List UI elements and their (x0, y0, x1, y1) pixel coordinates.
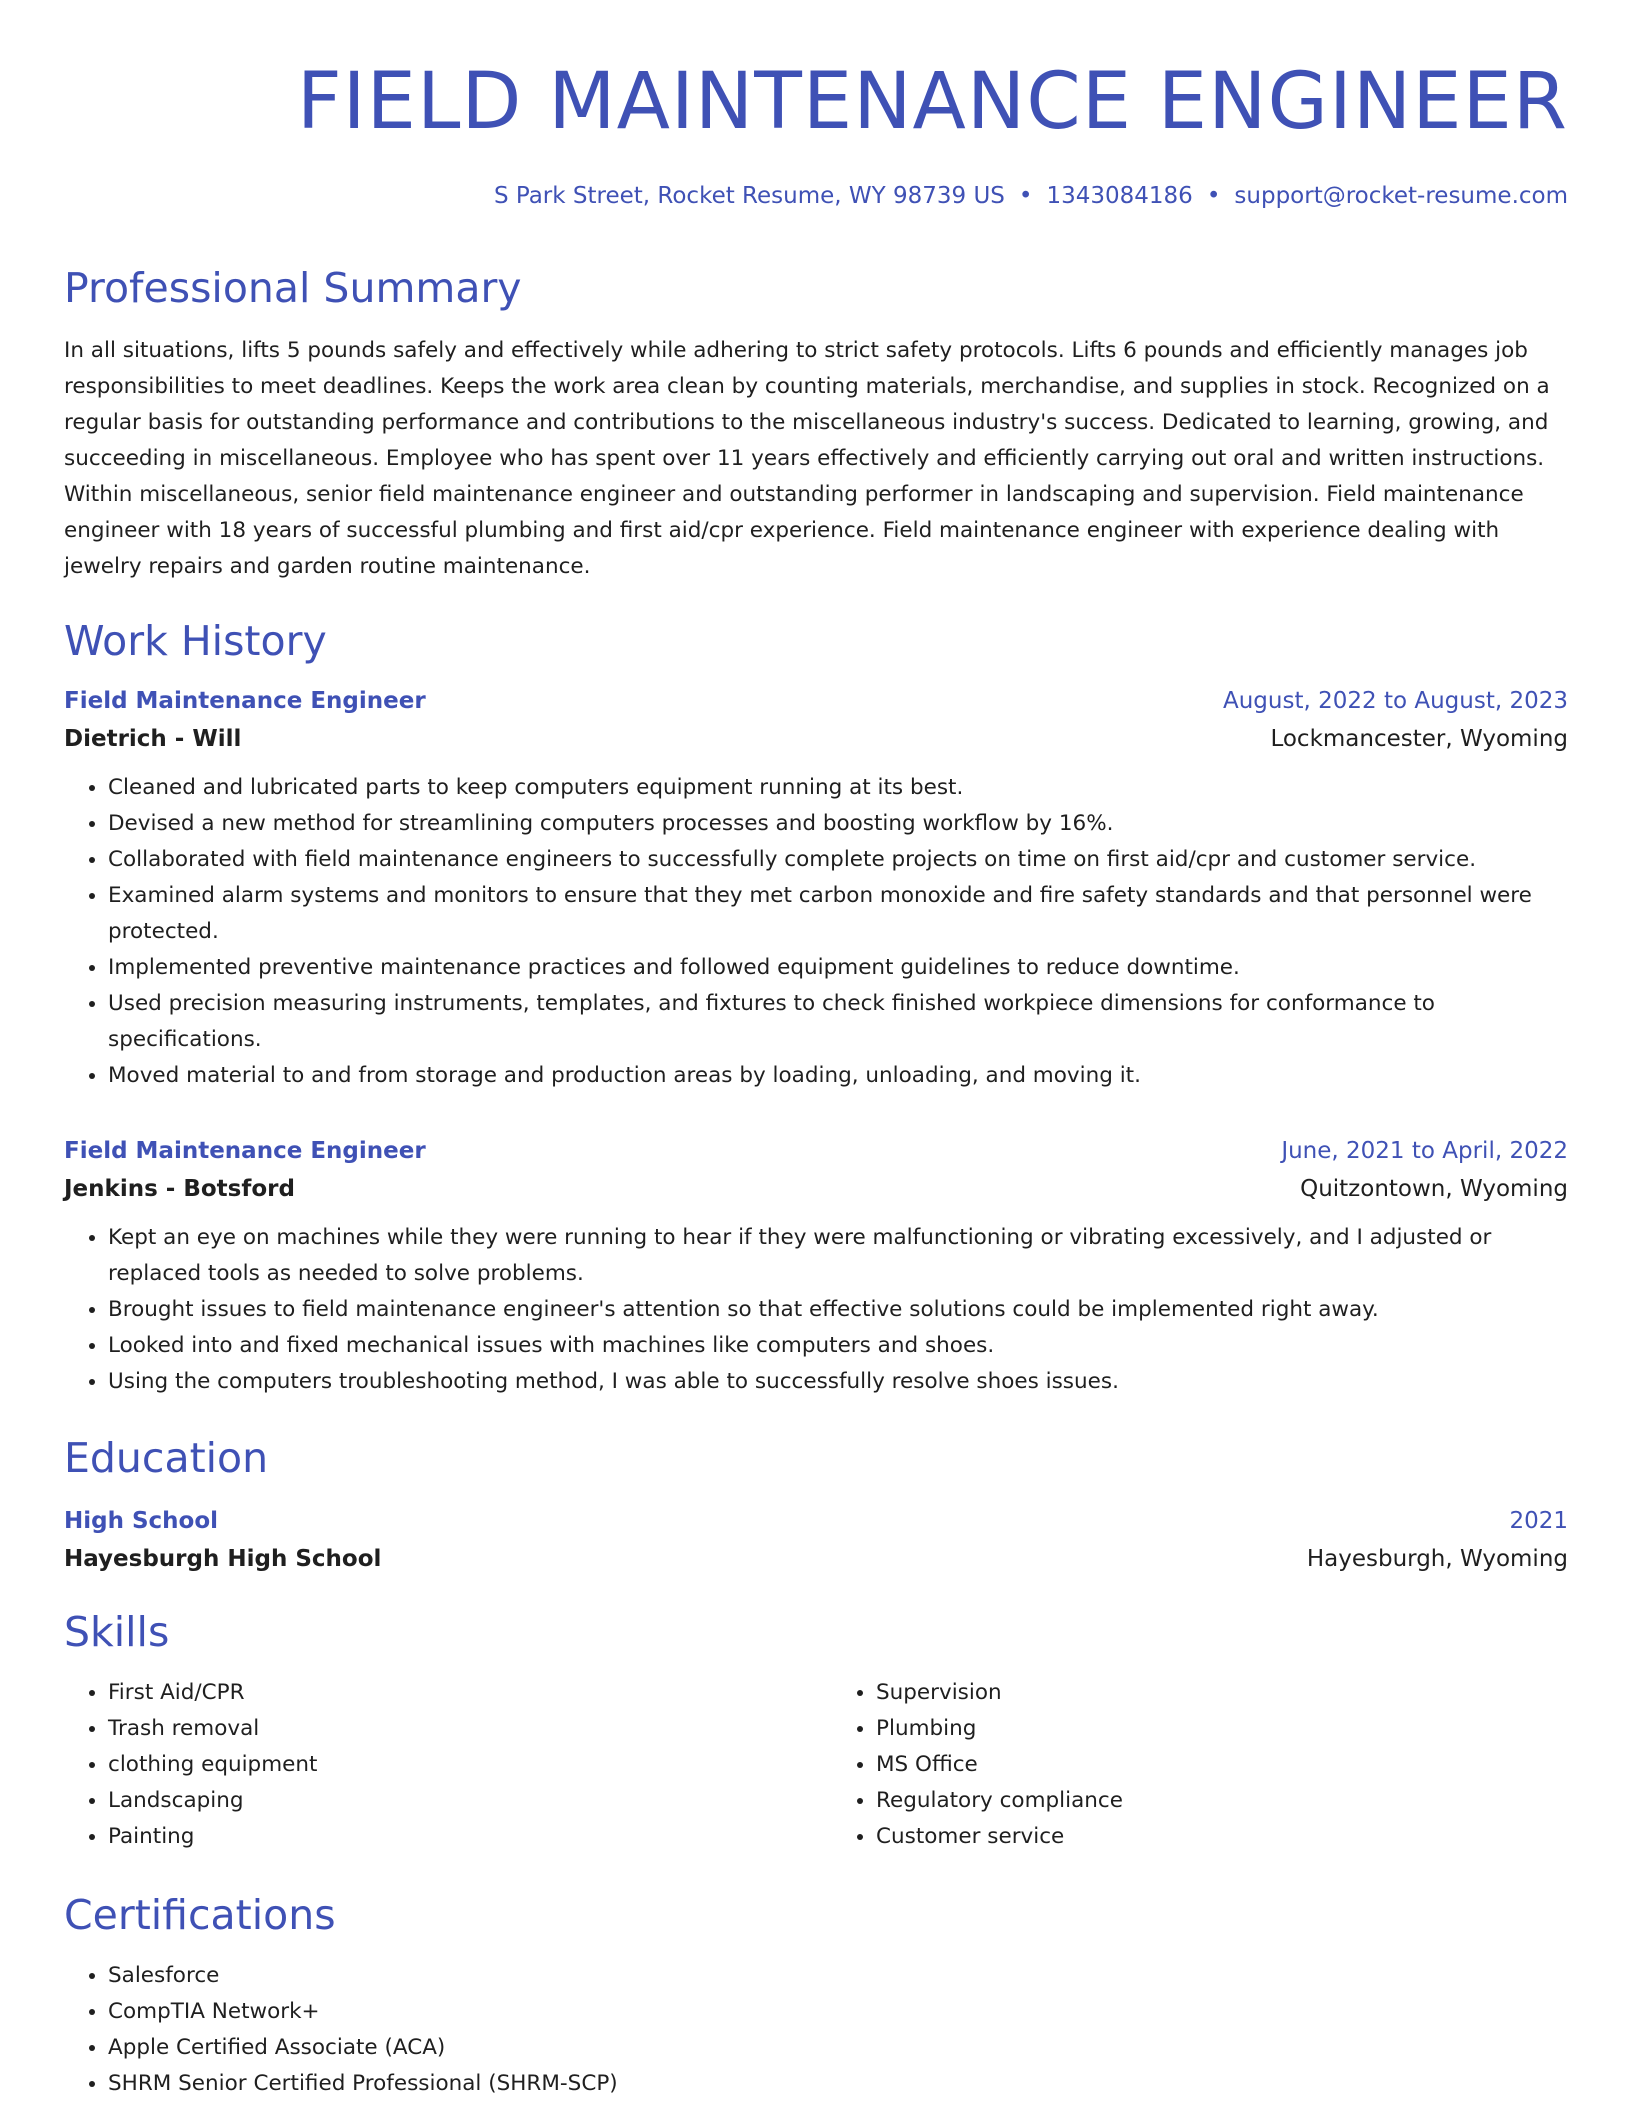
job-bullet: • Used precision measuring instruments, templates, and fixtures to check finished workpiece dimensions for conformance to specifications. (108, 986, 1568, 1058)
degree: High School (64, 1507, 219, 1534)
address: S Park Street, Rocket Resume, WY 98739 US (493, 182, 1005, 209)
work-history-section (64, 615, 1568, 1400)
skill-item: • Landscaping (108, 1783, 816, 1819)
skill-item: • First Aid/CPR (108, 1675, 816, 1711)
company-name: Jenkins - Botsford (64, 1176, 295, 1203)
skill-item: • Regulatory compliance (876, 1783, 1568, 1819)
job-bullet: • Cleaned and lubricated parts to keep computers equipment running at its best. (108, 770, 1568, 806)
section-heading-work-history: Work History (64, 617, 327, 666)
education-entry (64, 1508, 1568, 1572)
section-heading-skills: Skills (64, 1607, 170, 1656)
skill-item: • Trash removal (108, 1711, 816, 1747)
skill-item: • clothing equipment (108, 1747, 816, 1783)
skill-item: • Painting (108, 1819, 816, 1855)
school-name: Hayesburgh High School (64, 1545, 382, 1572)
phone: 1343084186 (1046, 182, 1193, 209)
section-heading-certifications: Certifications (64, 1890, 336, 1939)
job-bullets (64, 770, 1568, 1094)
certification-item: • CompTIA Network+ (108, 1994, 1568, 2030)
skills-section (64, 1606, 1568, 1855)
skills-columns (64, 1675, 1568, 1855)
job-bullet: • Using the computers troubleshooting method, I was able to successfully resolve shoes issues. (108, 1364, 1568, 1400)
job-title: Field Maintenance Engineer (64, 688, 426, 715)
job-bullet: • Looked into and fixed mechanical issues with machines like computers and shoes. (108, 1328, 1568, 1364)
job-bullets (64, 1220, 1568, 1400)
job-entry (64, 688, 1568, 1094)
section-heading-summary: Professional Summary (64, 263, 522, 312)
graduation-year: 2021 (1509, 1507, 1568, 1534)
separator-dot: • (1018, 182, 1033, 209)
education-section (64, 1432, 1568, 1571)
company-name: Dietrich - Will (64, 726, 242, 753)
school-location: Hayesburgh, Wyoming (1306, 1545, 1568, 1572)
job-bullet: • Implemented preventive maintenance practices and followed equipment guidelines to reduce downtime. (108, 950, 1568, 986)
separator-dot: • (1206, 182, 1221, 209)
skills-list-right (816, 1675, 1568, 1855)
job-dates: August, 2022 to August, 2023 (1223, 688, 1568, 715)
resume-title: FIELD MAINTENANCE ENGINEER (296, 57, 1568, 147)
contact-line (64, 180, 1568, 212)
skill-item: • Customer service (876, 1819, 1568, 1855)
job-location: Quitzontown, Wyoming (1300, 1176, 1568, 1203)
job-dates: June, 2021 to April, 2022 (1281, 1138, 1568, 1165)
job-location: Lockmancester, Wyoming (1270, 726, 1568, 753)
skill-item: • MS Office (876, 1747, 1568, 1783)
job-title: Field Maintenance Engineer (64, 1138, 426, 1165)
job-bullet: • Collaborated with field maintenance engineers to successfully complete projects on time on first aid/cpr and customer service. (108, 842, 1568, 878)
skill-item: • Plumbing (876, 1711, 1568, 1747)
certification-item: • Salesforce (108, 1958, 1568, 1994)
skill-item: • Supervision (876, 1675, 1568, 1711)
job-bullet: • Brought issues to field maintenance engineer's attention so that effective solutions could be implemented right away. (108, 1292, 1568, 1328)
job-bullet: • Devised a new method for streamlining computers processes and boosting workflow by 16%. (108, 806, 1568, 842)
section-heading-education: Education (64, 1434, 269, 1483)
email-link[interactable]: support@rocket-resume.com (1234, 182, 1568, 209)
summary-text: In all situations, lifts 5 pounds safely and effectively while adhering to strict safety protocols. Lifts 6 pounds and efficiently manages job responsibilities to meet deadlines. Keeps the work area clean by counting materials, merchandise, and supplies in stock. Recognized on a regular basis for outstanding performance and contributions to the miscellaneous industry's success. Dedicated to learning, growing, and succeeding in miscellaneous. Employee who has spent over 11 years effectively and efficiently carrying out oral and written instructions. Within miscellaneous, senior field maintenance engineer and outstanding performer in landscaping and supervision. Field maintenance engineer with 18 years of successful plumbing and first aid/cpr experience. Field maintenance engineer with experience dealing with jewelry repairs and garden routine maintenance. (64, 338, 1550, 580)
summary-section (64, 262, 1568, 585)
certifications-list (64, 1958, 1568, 2102)
certifications-section (64, 1889, 1568, 2102)
job-bullet: • Kept an eye on machines while they were running to hear if they were malfunctioning or vibrating excessively, and I adjusted or replaced tools as needed to solve problems. (108, 1220, 1568, 1292)
skills-list-left (64, 1675, 816, 1855)
job-bullet: • Moved material to and from storage and production areas by loading, unloading, and moving it. (108, 1058, 1568, 1094)
certification-item: • Apple Certified Associate (ACA) (108, 2030, 1568, 2066)
certification-item: • SHRM Senior Certified Professional (SHRM-SCP) (108, 2066, 1568, 2102)
job-bullet: • Examined alarm systems and monitors to ensure that they met carbon monoxide and fire safety standards and that personnel were protected. (108, 878, 1568, 950)
job-entry (64, 1138, 1568, 1400)
